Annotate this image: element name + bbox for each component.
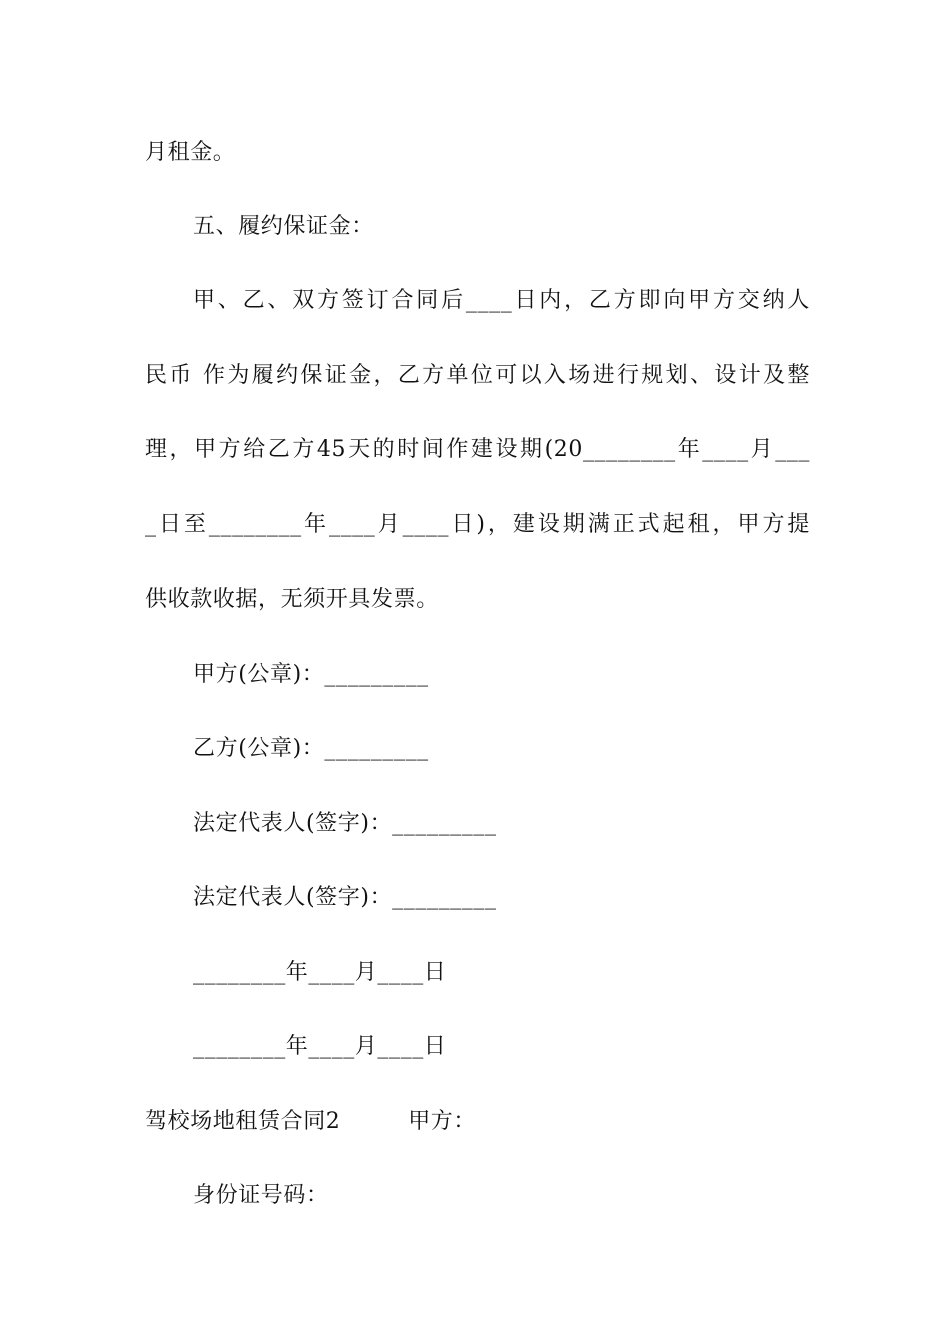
section-heading-deposit: 五、履约保证金： bbox=[193, 214, 374, 239]
date-line: ________年____月____日 bbox=[193, 1034, 447, 1059]
party-b-seal-line: 乙方(公章)：_________ bbox=[193, 736, 429, 761]
date-line: ________年____月____日 bbox=[193, 960, 447, 985]
contract-title-line: 驾校场地租赁合同2 甲方： bbox=[145, 1109, 476, 1134]
legal-rep-signature-line: 法定代表人(签字)：_________ bbox=[193, 885, 497, 910]
paragraph-line: 甲、乙、双方签订合同后____日内，乙方即向甲方交纳人 bbox=[193, 288, 810, 313]
paragraph-line: 理，甲方给乙方45天的时间作建设期(20________年____月___ bbox=[145, 437, 810, 462]
party-a-seal-line: 甲方(公章)：_________ bbox=[193, 662, 429, 687]
id-number-line: 身份证号码： bbox=[193, 1183, 329, 1208]
paragraph-line: _日至________年____月____日)，建设期满正式起租，甲方提 bbox=[145, 512, 810, 537]
paragraph-line: 民币 作为履约保证金，乙方单位可以入场进行规划、设计及整 bbox=[145, 363, 810, 388]
text-line-rent: 月租金。 bbox=[145, 140, 236, 165]
paragraph-line: 供收款收据，无须开具发票。 bbox=[145, 587, 439, 612]
legal-rep-signature-line: 法定代表人(签字)：_________ bbox=[193, 811, 497, 836]
